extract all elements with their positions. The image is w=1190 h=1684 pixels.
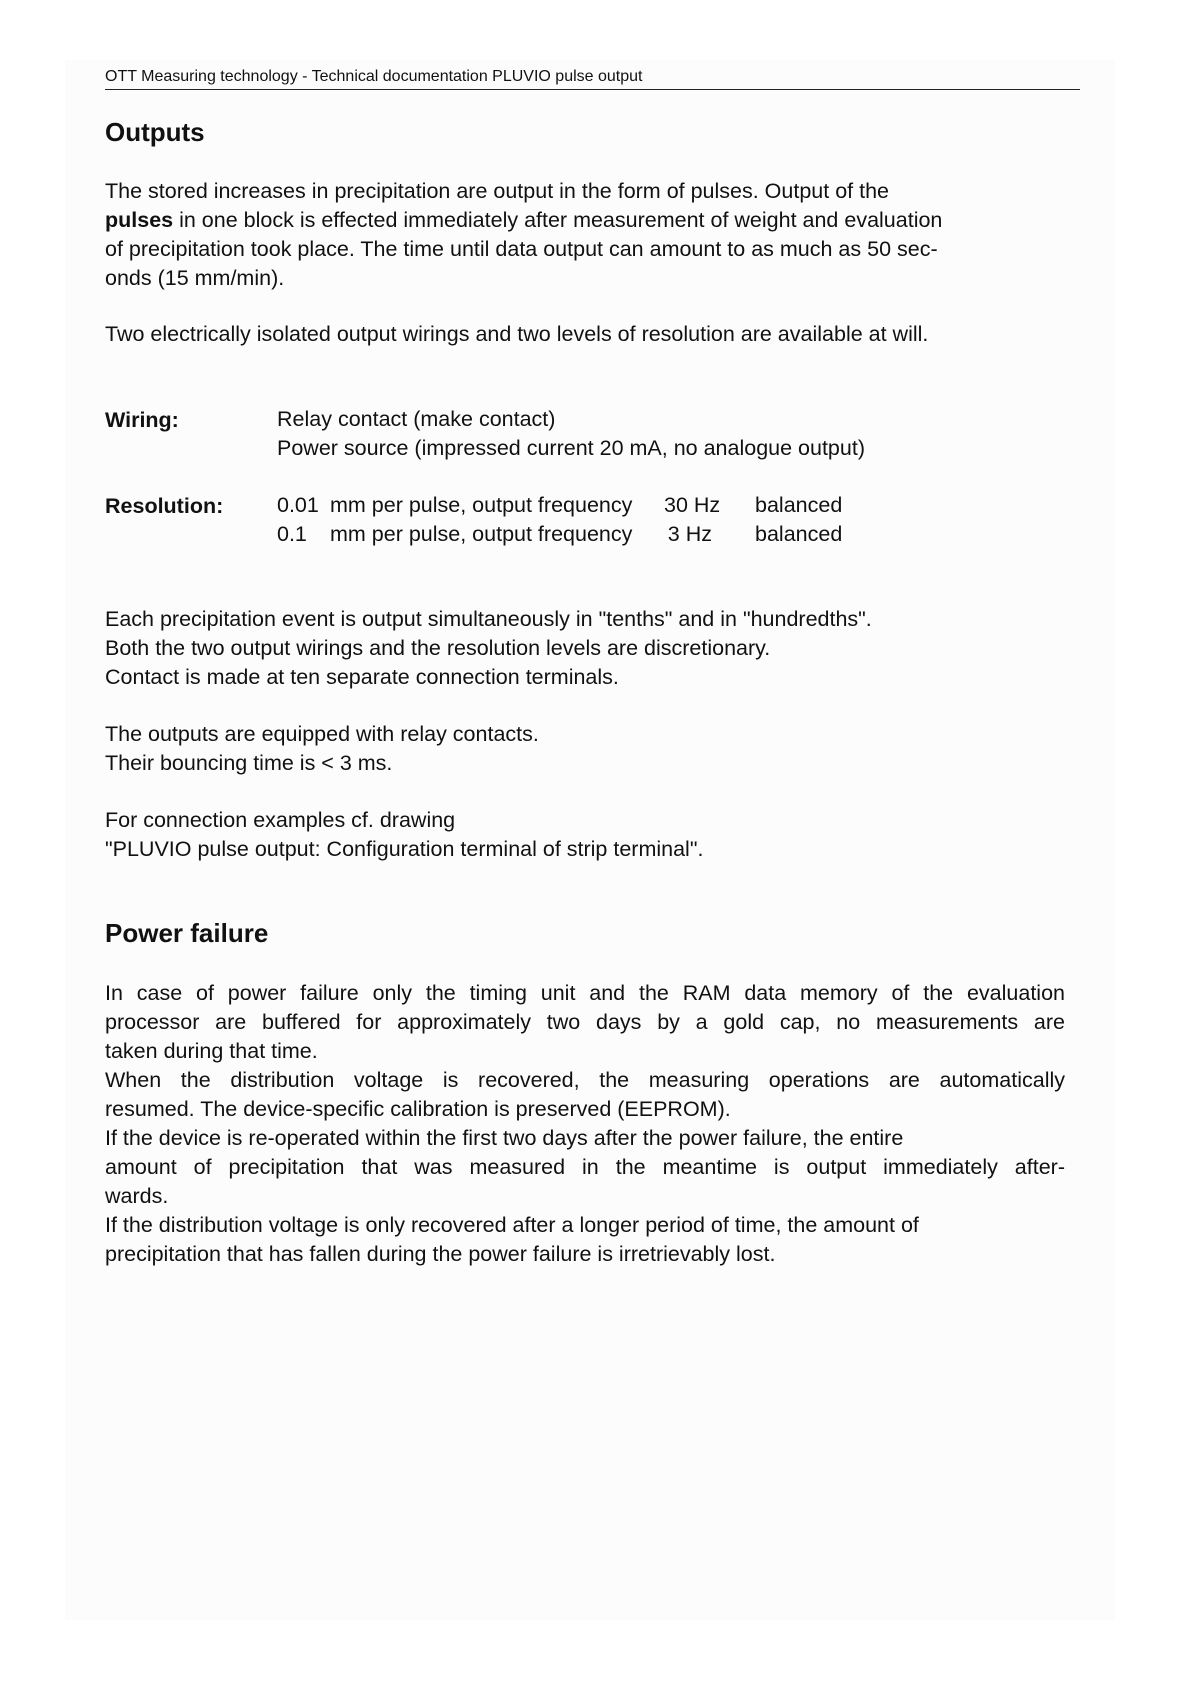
connection-paragraph [105, 806, 1065, 864]
relays-line: Their bouncing time is < 3 ms. [105, 751, 393, 775]
availability-line: Two electrically isolated output wirings and two levels of resolution are available at will. [105, 322, 929, 346]
connection-line: "PLUVIO pulse output: Configuration terminal of strip terminal". [105, 837, 704, 861]
pulses-bold-word: pulses [105, 208, 174, 232]
intro-line-2 [105, 206, 1065, 235]
power-failure-line: amount of precipitation that was measured in the meantime is output immediately after- [105, 1155, 1065, 1179]
power-failure-line: In case of power failure only the timing unit and the RAM data memory of the evaluation [105, 981, 1065, 1005]
power-failure-line: If the distribution voltage is only recovered after a longer period of time, the amount of [105, 1213, 919, 1237]
resolution-description: mm per pulse, output frequency [330, 522, 633, 546]
power-failure-line: wards. [105, 1184, 169, 1208]
outputs-heading: Outputs [105, 117, 205, 147]
resolution-value: 0.1 [277, 522, 307, 546]
power-failure-paragraph [105, 979, 1065, 1269]
page-header: OTT Measuring technology - Technical documentation PLUVIO pulse output [105, 65, 1080, 90]
intro-line-2-rest: in one block is effected immediately after measurement of weight and evaluation [173, 208, 943, 232]
availability-paragraph [105, 320, 1065, 349]
events-line: Both the two output wirings and the resolution levels are discretionary. [105, 636, 771, 660]
power-failure-line: If the device is re-operated within the first two days after the power failure, the entire [105, 1126, 904, 1150]
resolution-value: 0.01 [277, 493, 319, 517]
wiring-options [277, 405, 865, 463]
power-failure-line: When the distribution voltage is recovered, the measuring operations are automatically [105, 1068, 1065, 1092]
wiring-option-power-source: Power source (impressed current 20 mA, no analogue output) [277, 436, 865, 460]
intro-line-4: onds (15 mm/min). [105, 266, 285, 290]
connection-line: For connection examples cf. drawing [105, 808, 456, 832]
events-paragraph [105, 605, 1065, 692]
resolution-label: Resolution: [105, 494, 224, 518]
events-line: Contact is made at ten separate connection terminals. [105, 665, 619, 689]
resolution-frequency: 30 Hz [664, 493, 721, 517]
power-failure-line: resumed. The device-specific calibration is preserved (EEPROM). [105, 1097, 731, 1121]
intro-line-1: The stored increases in precipitation are output in the form of pulses. Output of the [105, 179, 889, 203]
power-failure-heading: Power failure [105, 918, 269, 948]
events-line: Each precipitation event is output simultaneously in "tenths" and in "hundredths". [105, 607, 872, 631]
power-failure-line: taken during that time. [105, 1039, 318, 1063]
relays-paragraph [105, 720, 1065, 778]
wiring-option-relay: Relay contact (make contact) [277, 407, 556, 431]
power-failure-line: processor are buffered for approximately two days by a gold cap, no measurements are [105, 1010, 1065, 1034]
resolution-mode: balanced [755, 522, 843, 546]
intro-line-3: of precipitation took place. The time until data output can amount to as much as 50 sec- [105, 237, 938, 261]
wiring-label: Wiring: [105, 408, 179, 432]
outputs-intro-paragraph [105, 177, 1065, 293]
relays-line: The outputs are equipped with relay contacts. [105, 722, 539, 746]
resolution-mode: balanced [755, 493, 843, 517]
power-failure-line: precipitation that has fallen during the power failure is irretrievably lost. [105, 1242, 776, 1266]
resolution-description: mm per pulse, output frequency [330, 493, 633, 517]
resolution-frequency: 3 Hz [667, 522, 712, 546]
